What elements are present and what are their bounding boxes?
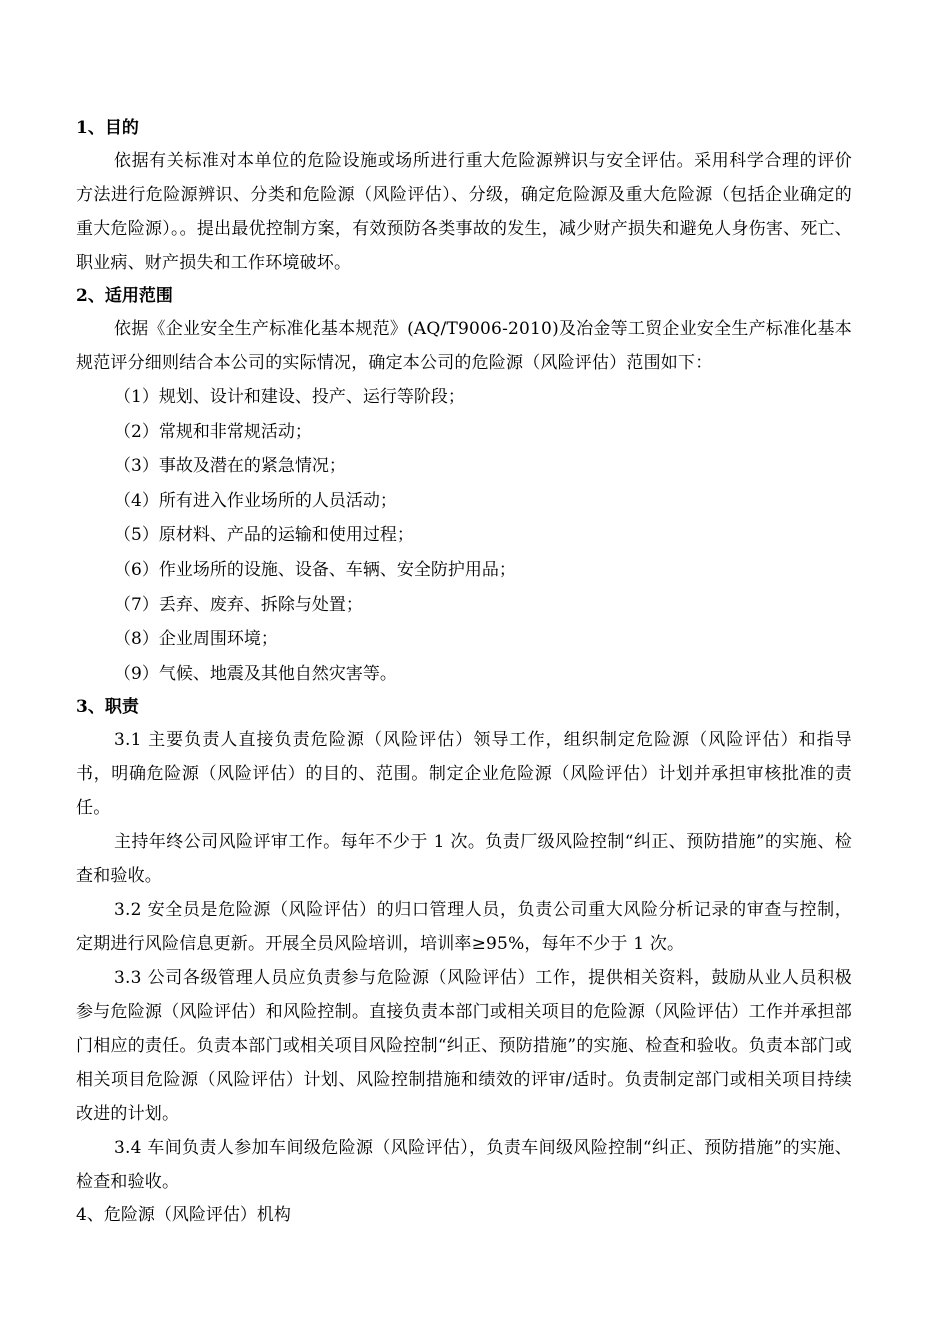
duty-paragraph-annual-review: 主持年终公司风险评审工作。每年不少于 1 次。负责厂级风险控制“纠正、预防措施”的实施、检查和验收。 xyxy=(76,832,852,887)
section-heading-duties: 3、职责 xyxy=(76,697,139,718)
purpose-paragraph: 依据有关标准对本单位的危险设施或场所进行重大危险源辨识与安全评估。采用科学合理的评价方法进行危险源辨识、分类和危险源（风险评估）、分级，确定危险源及重大危险源（包括企业确定的重大危险源）。。提出最优控制方案，有效预防各类事故的发生，减少财产损失和避免人身伤害、死亡、职业病、财产损失和工作环境破坏。 xyxy=(76,151,852,273)
scope-list-item: （6）作业场所的设施、设备、车辆、安全防护用品； xyxy=(114,559,516,580)
scope-list-item: （1）规划、设计和建设、投产、运行等阶段； xyxy=(114,387,465,407)
scope-list-item: （7）丢弃、废弃、拆除与处置； xyxy=(114,594,363,615)
section-heading-organization: 4、危险源（风险评估）机构 xyxy=(76,1205,291,1226)
scope-list-item: （8）企业周围环境； xyxy=(114,629,278,650)
scope-list-item: （5）原材料、产品的运输和使用过程； xyxy=(114,525,414,546)
duty-paragraph-3-2: 3.2 安全员是危险源（风险评估）的归口管理人员，负责公司重大风险分析记录的审查与控制，定期进行风险信息更新。开展全员风险培训，培训率≥95%，每年不少于 1 次。 xyxy=(76,900,852,955)
scope-list-item: （4）所有进入作业场所的人员活动； xyxy=(114,490,397,511)
duty-paragraph-3-3: 3.3 公司各级管理人员应负责参与危险源（风险评估）工作，提供相关资料，鼓励从业人员积极参与危险源（风险评估）和风险控制。直接负责本部门或相关项目的危险源（风险评估）工作并承担部门相应的责任。负责本部门或相关项目风险控制“纠正、预防措施”的实施、检查和验收。负责本部门或相关项目危险源（风险评估）计划、风险控制措施和绩效的评审/适时。负责制定部门或相关项目持续改进的计划。 xyxy=(76,968,852,1125)
duty-paragraph-3-1: 3.1 主要负责人直接负责危险源（风险评估）领导工作，组织制定危险源（风险评估）和指导书，明确危险源（风险评估）的目的、范围。制定企业危险源（风险评估）计划并承担审核批准的责任。 xyxy=(76,730,852,819)
document-body xyxy=(76,112,852,1231)
scope-list-item: （9）气候、地震及其他自然灾害等。 xyxy=(114,663,397,684)
duty-paragraph-3-4: 3.4 车间负责人参加车间级危险源（风险评估），负责车间级风险控制“纠正、预防措施”的实施、检查和验收。 xyxy=(76,1138,852,1193)
section-heading-scope: 2、适用范围 xyxy=(76,286,173,306)
scope-list-item: （2）常规和非常规活动； xyxy=(114,421,312,442)
section-heading-purpose: 1、目的 xyxy=(76,118,139,138)
scope-list-item: （3）事故及潜在的紧急情况； xyxy=(114,456,346,477)
scope-intro-paragraph: 依据《企业安全生产标准化基本规范》(AQ/T9006-2010)及冶金等工贸企业安全生产标准化基本规范评分细则结合本公司的实际情况，确定本公司的危险源（风险评估）范围如下： xyxy=(76,319,852,373)
